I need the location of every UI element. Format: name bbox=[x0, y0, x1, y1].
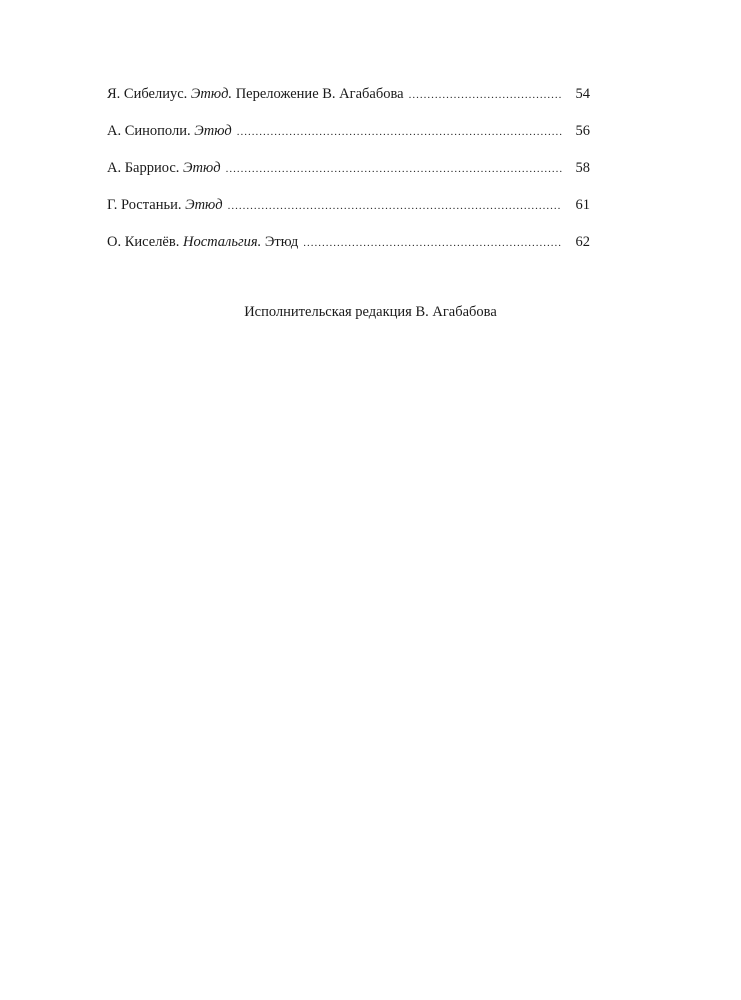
toc-author: А. Синополи. bbox=[107, 123, 191, 139]
toc-work: Ностальгия. bbox=[182, 234, 262, 250]
toc-entry-title bbox=[107, 195, 223, 215]
toc-work: Этюд bbox=[194, 123, 232, 139]
toc-entry bbox=[107, 158, 590, 195]
dot-leader bbox=[303, 233, 562, 253]
toc-page-number: 54 bbox=[575, 86, 590, 102]
toc-entry-title bbox=[107, 121, 232, 141]
toc-work: Этюд bbox=[185, 197, 223, 213]
toc-page-number: 62 bbox=[575, 234, 590, 250]
dot-leader bbox=[237, 122, 562, 142]
toc-author: А. Барриос. bbox=[107, 160, 180, 176]
toc-page-number: 56 bbox=[575, 123, 590, 139]
dot-leader bbox=[228, 196, 562, 216]
toc-author: Я. Сибелиус. bbox=[107, 86, 188, 102]
toc-note: Переложение В. Агабабова bbox=[235, 86, 404, 102]
dot-leader bbox=[226, 159, 562, 179]
toc-work: Этюд. bbox=[190, 86, 233, 102]
table-of-contents bbox=[107, 84, 590, 269]
toc-entry-title bbox=[107, 84, 404, 104]
toc-page-number: 58 bbox=[575, 160, 590, 176]
edition-note: Исполнительская редакция В. Агабабова bbox=[244, 304, 497, 320]
toc-entry bbox=[107, 121, 590, 158]
dot-leader bbox=[409, 85, 562, 105]
toc-work: Этюд bbox=[183, 160, 221, 176]
toc-entry bbox=[107, 232, 590, 269]
toc-page-number: 61 bbox=[575, 197, 590, 213]
toc-author: Г. Ростаньи. bbox=[107, 197, 182, 213]
toc-entry bbox=[107, 84, 590, 121]
toc-entry-title bbox=[107, 232, 298, 252]
toc-entry bbox=[107, 195, 590, 232]
toc-author: О. Киселёв. bbox=[107, 234, 180, 250]
toc-entry-title bbox=[107, 158, 221, 178]
toc-note: Этюд bbox=[264, 234, 299, 250]
